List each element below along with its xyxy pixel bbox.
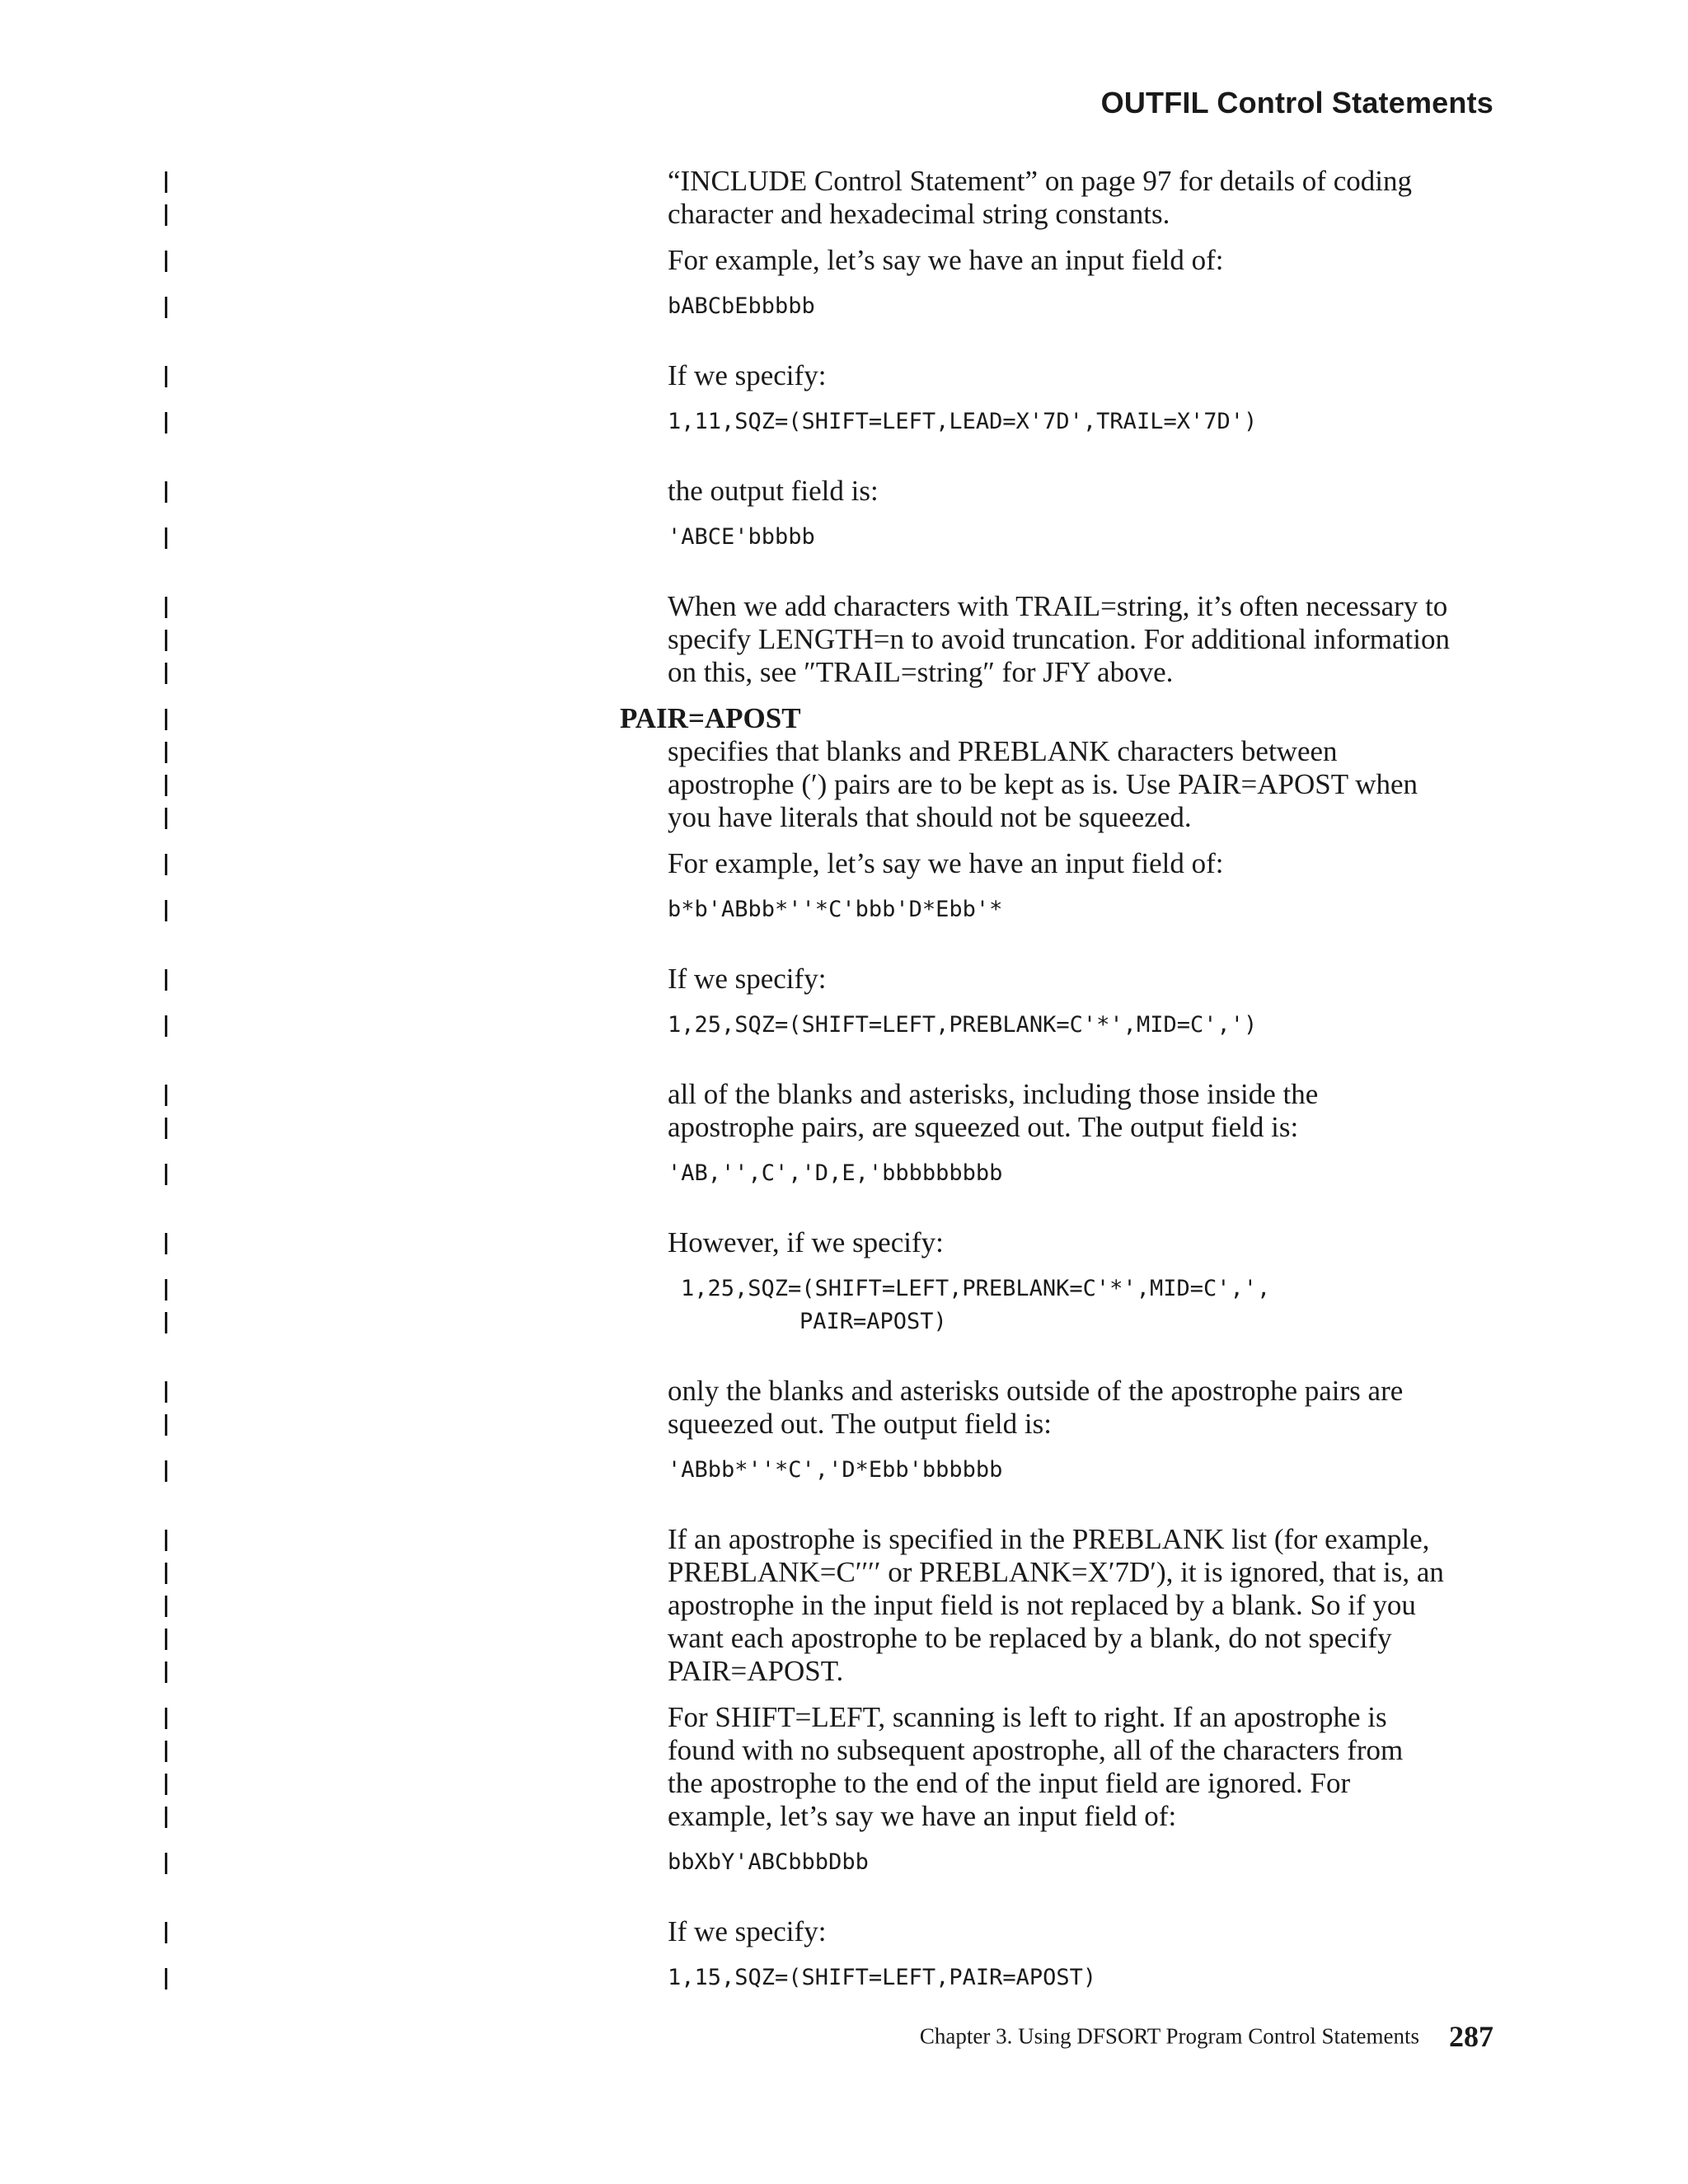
revision-bar bbox=[165, 1922, 167, 1943]
text-line bbox=[0, 893, 1688, 926]
text-line bbox=[0, 735, 1688, 768]
body-text: For SHIFT=LEFT, scanning is left to right. If an apostrophe is bbox=[668, 1701, 1387, 1733]
text-line bbox=[0, 963, 1688, 996]
revision-bar bbox=[165, 251, 167, 272]
code-example bbox=[0, 893, 1688, 926]
revision-bar bbox=[165, 1164, 167, 1185]
revision-bar bbox=[165, 597, 167, 618]
text-line bbox=[0, 1078, 1688, 1111]
text-line bbox=[0, 847, 1688, 880]
revision-bar bbox=[165, 297, 167, 318]
text-line bbox=[0, 198, 1688, 231]
code-line: 1,25,SQZ=(SHIFT=LEFT,PREBLANK=C'*',MID=C',', bbox=[681, 1276, 1271, 1301]
text-line bbox=[0, 1111, 1688, 1144]
code-line: PAIR=APOST) bbox=[799, 1309, 947, 1334]
revision-bar bbox=[165, 1807, 167, 1828]
body-text: For example, let’s say we have an input field of: bbox=[668, 244, 1224, 276]
text-line bbox=[0, 290, 1688, 323]
running-header: OUTFIL Control Statements bbox=[1100, 86, 1493, 120]
text-line bbox=[0, 1009, 1688, 1042]
text-line bbox=[0, 702, 1688, 735]
revision-bar bbox=[165, 1629, 167, 1650]
page-footer bbox=[920, 2019, 1493, 2054]
body-text: If an apostrophe is specified in the PREBLANK list (for example, bbox=[668, 1523, 1430, 1555]
body-text: If we specify: bbox=[668, 359, 827, 391]
text-line bbox=[0, 623, 1688, 656]
revision-bar bbox=[165, 1968, 167, 1990]
paragraph bbox=[0, 963, 1688, 996]
text-line bbox=[0, 1272, 1688, 1305]
revision-bar bbox=[165, 808, 167, 829]
body-text: “INCLUDE Control Statement” on page 97 for details of coding bbox=[668, 165, 1412, 197]
text-line bbox=[0, 1305, 1688, 1338]
body-text: However, if we specify: bbox=[668, 1226, 944, 1258]
paragraph bbox=[0, 1375, 1688, 1441]
revision-bar bbox=[165, 1118, 167, 1139]
body-text: want each apostrophe to be replaced by a blank, do not specify bbox=[668, 1622, 1392, 1654]
text-line bbox=[0, 1961, 1688, 1994]
paragraph bbox=[0, 590, 1688, 689]
paragraph bbox=[0, 244, 1688, 277]
text-line bbox=[0, 1701, 1688, 1734]
text-line bbox=[0, 656, 1688, 689]
body-text: example, let’s say we have an input field of: bbox=[668, 1800, 1177, 1832]
revision-bar bbox=[165, 1414, 167, 1436]
body-text: apostrophe (′) pairs are to be kept as is. Use PAIR=APOST when bbox=[668, 768, 1418, 800]
revision-bar bbox=[165, 742, 167, 763]
revision-bar bbox=[165, 900, 167, 921]
text-line bbox=[0, 1556, 1688, 1589]
paragraph bbox=[0, 1078, 1688, 1144]
body-text: the apostrophe to the end of the input field are ignored. For bbox=[668, 1767, 1351, 1799]
text-line bbox=[0, 359, 1688, 392]
text-line bbox=[0, 1846, 1688, 1879]
paragraph bbox=[0, 1226, 1688, 1259]
body-text: the output field is: bbox=[668, 475, 879, 507]
revision-bar bbox=[165, 1085, 167, 1106]
paragraph bbox=[0, 359, 1688, 392]
paragraph bbox=[0, 165, 1688, 231]
revision-bar bbox=[165, 775, 167, 796]
revision-bar bbox=[165, 171, 167, 193]
code-example bbox=[0, 1846, 1688, 1879]
revision-bar bbox=[165, 630, 167, 651]
text-line bbox=[0, 590, 1688, 623]
body-text: When we add characters with TRAIL=string, it’s often necessary to bbox=[668, 590, 1448, 622]
code-example bbox=[0, 1272, 1688, 1338]
revision-bar bbox=[165, 1741, 167, 1762]
text-line bbox=[0, 1622, 1688, 1655]
body-text: you have literals that should not be squeezed. bbox=[668, 801, 1192, 833]
paragraph bbox=[0, 1701, 1688, 1833]
text-line bbox=[0, 1655, 1688, 1688]
code-line: 'AB,'',C','D,E,'bbbbbbbbb bbox=[668, 1160, 1003, 1186]
page-number: 287 bbox=[1449, 2020, 1493, 2053]
revision-bar bbox=[165, 1563, 167, 1584]
code-example bbox=[0, 290, 1688, 323]
text-line bbox=[0, 1375, 1688, 1408]
text-line bbox=[0, 1226, 1688, 1259]
text-line bbox=[0, 405, 1688, 438]
paragraph bbox=[0, 847, 1688, 880]
revision-bar bbox=[165, 1233, 167, 1254]
revision-bar bbox=[165, 204, 167, 226]
revision-bar bbox=[165, 1596, 167, 1617]
body-text: on this, see ″TRAIL=string″ for JFY above. bbox=[668, 656, 1174, 688]
code-example bbox=[0, 1157, 1688, 1190]
text-line bbox=[0, 244, 1688, 277]
revision-bar bbox=[165, 1708, 167, 1729]
text-line bbox=[0, 1157, 1688, 1190]
revision-bar bbox=[165, 481, 167, 503]
text-line bbox=[0, 1408, 1688, 1441]
paragraph bbox=[0, 1523, 1688, 1688]
body-text: If we specify: bbox=[668, 1915, 827, 1947]
body-text: found with no subsequent apostrophe, all of the characters from bbox=[668, 1734, 1404, 1766]
body-text: apostrophe in the input field is not replaced by a blank. So if you bbox=[668, 1589, 1416, 1621]
code-example bbox=[0, 1009, 1688, 1042]
body-text: apostrophe pairs, are squeezed out. The output field is: bbox=[668, 1111, 1299, 1143]
text-line bbox=[0, 1523, 1688, 1556]
text-line bbox=[0, 801, 1688, 834]
revision-bar bbox=[165, 366, 167, 387]
definition-entry bbox=[0, 702, 1688, 834]
revision-bar bbox=[165, 1015, 167, 1037]
code-line: 1,11,SQZ=(SHIFT=LEFT,LEAD=X'7D',TRAIL=X'7D') bbox=[668, 409, 1258, 434]
text-line bbox=[0, 165, 1688, 198]
text-line bbox=[0, 1915, 1688, 1948]
revision-bar bbox=[165, 527, 167, 549]
text-line bbox=[0, 1767, 1688, 1800]
revision-bar bbox=[165, 1661, 167, 1683]
code-line: bbXbY'ABCbbbDbb bbox=[668, 1849, 869, 1875]
code-example bbox=[0, 1961, 1688, 1994]
term-label: PAIR=APOST bbox=[620, 702, 801, 734]
body-text: specifies that blanks and PREBLANK characters between bbox=[668, 735, 1338, 767]
code-line: b*b'ABbb*''*C'bbb'D*Ebb'* bbox=[668, 897, 1003, 922]
revision-bar bbox=[165, 1279, 167, 1301]
revision-bar bbox=[165, 663, 167, 684]
revision-bar bbox=[165, 1530, 167, 1551]
code-line: 'ABCE'bbbbb bbox=[668, 524, 815, 550]
revision-bar bbox=[165, 709, 167, 730]
body-text: only the blanks and asterisks outside of the apostrophe pairs are bbox=[668, 1375, 1404, 1407]
footer-chapter: Chapter 3. Using DFSORT Program Control Statements bbox=[919, 2023, 1419, 2049]
page-body bbox=[0, 165, 1688, 2031]
body-text: squeezed out. The output field is: bbox=[668, 1408, 1052, 1440]
body-text: specify LENGTH=n to avoid truncation. For additional information bbox=[668, 623, 1450, 655]
paragraph bbox=[0, 1915, 1688, 1948]
revision-bar bbox=[165, 1774, 167, 1795]
revision-bar bbox=[165, 412, 167, 434]
text-line bbox=[0, 521, 1688, 554]
body-text: all of the blanks and asterisks, including those inside the bbox=[668, 1078, 1319, 1110]
code-example bbox=[0, 405, 1688, 438]
revision-bar bbox=[165, 1853, 167, 1874]
body-text: character and hexadecimal string constants. bbox=[668, 198, 1170, 230]
code-line: bABCbEbbbbb bbox=[668, 293, 815, 319]
revision-bar bbox=[165, 854, 167, 875]
text-line bbox=[0, 1800, 1688, 1833]
paragraph bbox=[0, 475, 1688, 508]
code-example bbox=[0, 521, 1688, 554]
body-text: PAIR=APOST. bbox=[668, 1655, 844, 1687]
text-line bbox=[0, 768, 1688, 801]
code-line: 1,25,SQZ=(SHIFT=LEFT,PREBLANK=C'*',MID=C',') bbox=[668, 1012, 1258, 1038]
text-line bbox=[0, 1589, 1688, 1622]
code-line: 1,15,SQZ=(SHIFT=LEFT,PAIR=APOST) bbox=[668, 1965, 1097, 1990]
revision-bar bbox=[165, 1460, 167, 1482]
body-text: For example, let’s say we have an input field of: bbox=[668, 847, 1224, 879]
code-example bbox=[0, 1454, 1688, 1487]
revision-bar bbox=[165, 969, 167, 991]
text-line bbox=[0, 1454, 1688, 1487]
body-text: If we specify: bbox=[668, 963, 827, 995]
revision-bar bbox=[165, 1312, 167, 1333]
revision-bar bbox=[165, 1381, 167, 1403]
code-line: 'ABbb*''*C','D*Ebb'bbbbbb bbox=[668, 1457, 1003, 1483]
text-line bbox=[0, 475, 1688, 508]
text-line bbox=[0, 1734, 1688, 1767]
body-text: PREBLANK=C′′′′ or PREBLANK=X′7D′), it is ignored, that is, an bbox=[668, 1556, 1444, 1588]
